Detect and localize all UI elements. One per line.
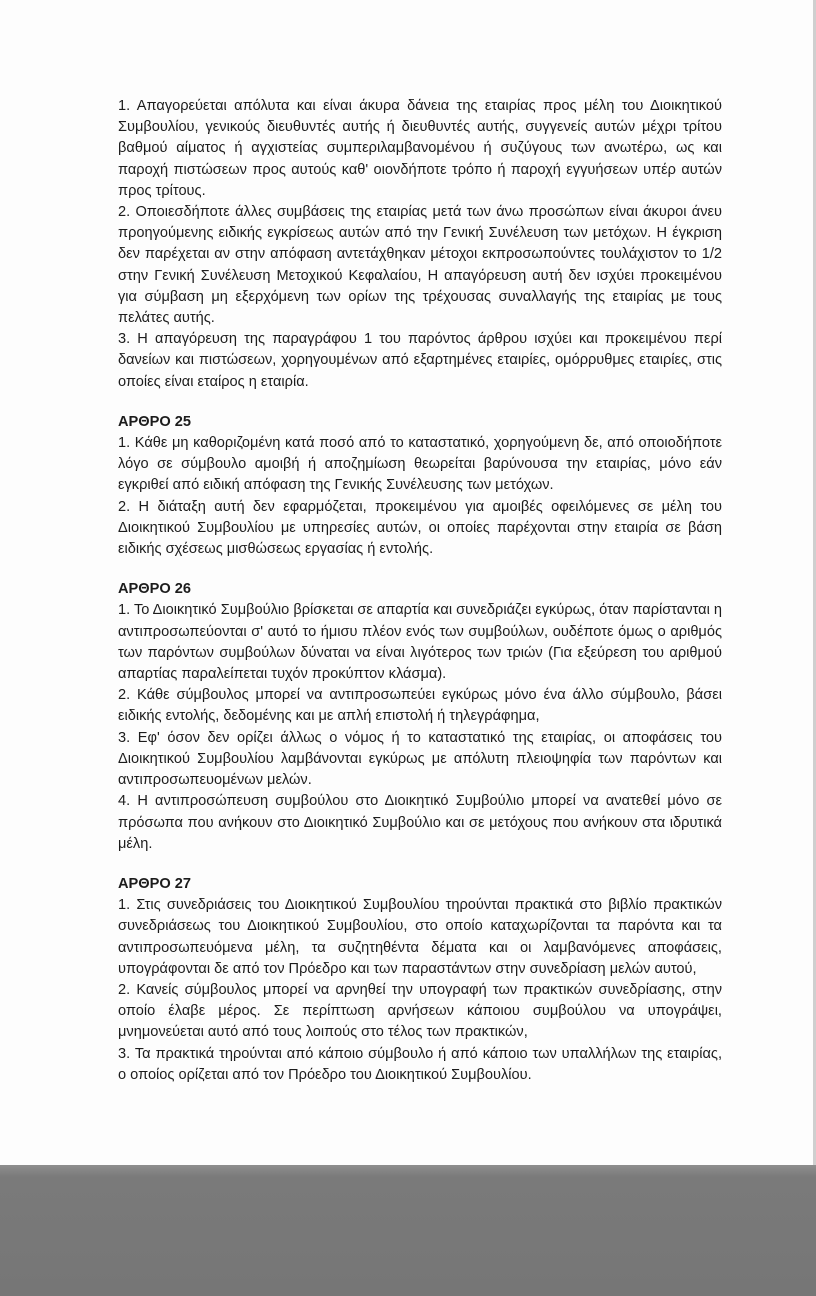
paragraph: 3. Τα πρακτικά τηρούνται από κάποιο σύμβουλο ή από κάποιο των υπαλλήλων της εταιρίας, ο οποίος ορίζεται από τον Πρόεδρο του Διοικητικού Συμβουλίου.	[118, 1045, 722, 1083]
paragraph: 2. Οποιεσδήποτε άλλες συμβάσεις της εταιρίας μετά των άνω προσώπων είναι άκυροι άνευ προηγούμενης ειδικής εγκρίσεως αυτών από την Γενική Συνέλευση των μετόχων. Η έγκριση δεν παρέχεται αν στην απόφαση αντετάχθηκαν μέτοχοι εκπροσωπούντες τουλάχιστον το 1/2 στην Γενική Συνέλευση Μετοχικού Κεφαλαίου, Η απαγόρευση αυτή δεν ισχύει προκειμένου για σύμβαση μη εξερχόμενη των ορίων της τρέχουσας συναλλαγής της εταιρίας με τους πελάτες αυτής.	[118, 204, 722, 327]
section-article-27	[118, 874, 722, 1086]
paragraph: 3. Εφ' όσον δεν ορίζει άλλως ο νόμος ή το καταστατικό της εταιρίας, οι αποφάσεις του Διοικητικού Συμβουλίου λαμβάνονται εγκύρως με απόλυτη πλειοψηφία των παρόντων και αντιπροσωπευομένων μελών.	[118, 729, 722, 789]
article-heading: ΑΡΘΡΟ 26	[118, 581, 191, 598]
document-body	[118, 96, 722, 1086]
paragraph: 2. Κανείς σύμβουλος μπορεί να αρνηθεί την υπογραφή των πρακτικών συνεδρίασης, στην οποίο έλαβε μέρος. Σε περίπτωση αρνήσεων κάποιου συμβούλου να υπογράψει, μνημονεύεται αυτό από τους λοιπούς στο τέλος των πρακτικών,	[118, 981, 722, 1041]
section-article-26	[118, 579, 722, 855]
section-article-25	[118, 412, 722, 560]
article-heading: ΑΡΘΡΟ 27	[118, 875, 191, 892]
paragraph: 2. Η διάταξη αυτή δεν εφαρμόζεται, προκειμένου για αμοιβές οφειλόμενες σε μέλη του Διοικητικού Συμβουλίου με υπηρεσίες αυτών, οι οποίες παρέχονται στην εταιρία σε βάση ειδικής σχέσεως μισθώσεως εργασίας ή εντολής.	[118, 498, 722, 558]
article-heading: ΑΡΘΡΟ 25	[118, 413, 191, 430]
paragraph: 1. Κάθε μη καθοριζομένη κατά ποσό από το καταστατικό, χορηγούμενη δε, από οποιοδήποτε λόγο σε σύμβουλο αμοιβή ή αποζημίωση θεωρείται βαρύνουσα την εταιρίας, μόνο εάν εγκριθεί από ειδική απόφαση της Γενικής Συνέλευσης των μετόχων.	[118, 435, 722, 494]
scanner-background	[0, 1165, 816, 1296]
paragraph: 3. Η απαγόρευση της παραγράφου 1 του παρόντος άρθρου ισχύει και προκειμένου περί δανείων και πιστώσεων, χορηγουμένων από εξαρτημένες εταιρίες, ομόρρυθμες εταιρίες, στις οποίες είναι εταίρος η εταιρία.	[118, 331, 722, 390]
paragraph: 1. Το Διοικητικό Συμβούλιο βρίσκεται σε απαρτία και συνεδριάζει εγκύρως, όταν παρίστανται η αντιπροσωπεύονται σ' αυτό το ήμισυ πλέον ενός των συμβούλων, ουδέποτε όμως ο αριθμός των παρόντων συμβούλων δύναται να είναι λιγότερος των τριών (Για εξεύρεση του αριθμού απαρτίας παραλείπεται τυχόν προκύπτον κλάσμα).	[118, 602, 722, 683]
paragraph: 1. Απαγορεύεται απόλυτα και είναι άκυρα δάνεια της εταιρίας προς μέλη του Διοικητικού Συμβουλίου, γενικούς διευθυντές αυτής ή διευθυντές αυτής, συγγενείς αυτών μέχρι τρίτου βαθμού αίματος ή αγχιστείας συμπεριλαμβανομένου ή συζύγους των ανωτέρω, ως και παροχή πιστώσεων προς αυτούς καθ' οιονδήποτε τρόπο ή παροχή εγγυήσεων υπέρ αυτών προς τρίτους.	[118, 98, 722, 199]
section-intro	[118, 96, 722, 393]
paragraph: 1. Στις συνεδριάσεις του Διοικητικού Συμβουλίου τηρούνται πρακτικά στο βιβλίο πρακτικών συνεδριάσεως του Διοικητικού Συμβουλίου, στο οποίο καταχωρίζονται τα παρόντα και τα αντιπροσωπευόμενα μέλη, τα συζητηθέντα δέματα και οι λαμβανόμενες αποφάσεις, υπογράφονται δε από τον Πρόεδρο και των παραστάντων στην συνεδρίαση μελών αυτού,	[118, 897, 722, 977]
paragraph: 2. Κάθε σύμβουλος μπορεί να αντιπροσωπεύει εγκύρως μόνο ένα άλλο σύμβουλο, βάσει ειδικής εντολής, δεδομένης και με απλή επιστολή ή τηλεγράφημα,	[118, 687, 722, 725]
paragraph: 4. Η αντιπροσώπευση συμβούλου στο Διοικητικό Συμβούλιο μπορεί να ανατεθεί μόνο σε πρόσωπα που ανήκουν στο Διοικητικό Συμβούλιο και σε μετόχους που ανήκουν στα ιδρυτικά μέλη.	[118, 793, 722, 852]
